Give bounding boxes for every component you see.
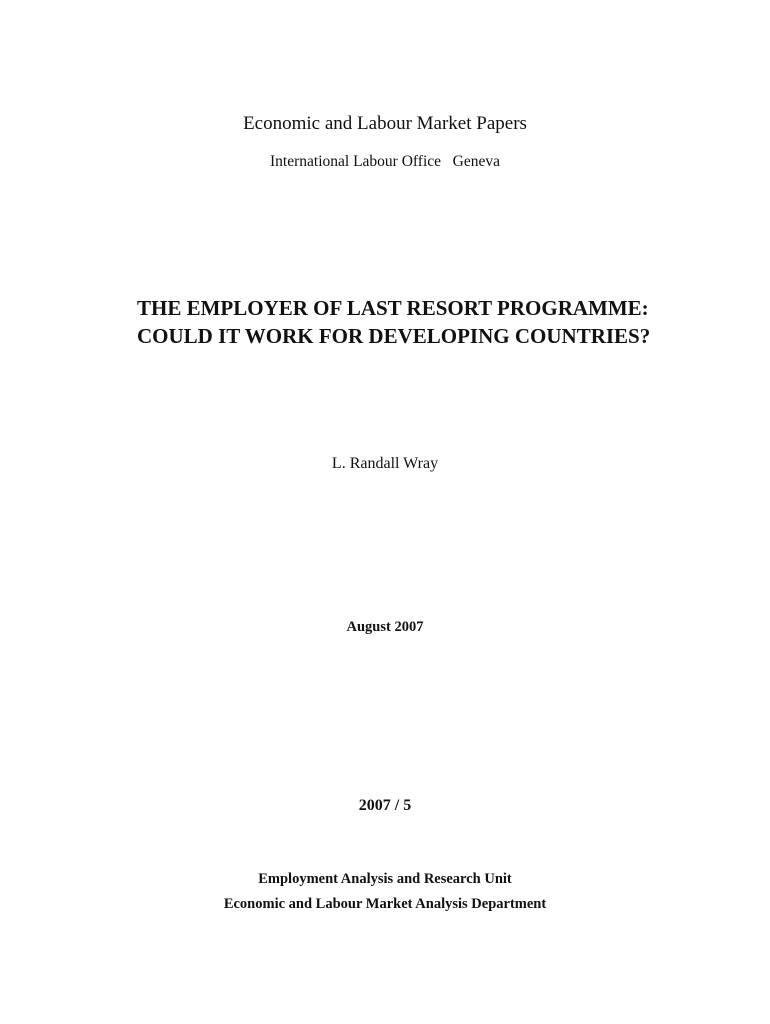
- paper-title: [137, 294, 757, 350]
- publisher-line: International Labour Office Geneva: [270, 153, 500, 170]
- paper-title-line-1: THE EMPLOYER OF LAST RESORT PROGRAMME:: [137, 296, 649, 320]
- series-name: Economic and Labour Market Papers: [243, 113, 527, 134]
- paper-title-line-2: COULD IT WORK FOR DEVELOPING COUNTRIES?: [137, 324, 651, 348]
- department: Economic and Labour Market Analysis Department: [223, 896, 547, 912]
- author-name: L. Randall Wray: [331, 455, 439, 472]
- paper-number: 2007 / 5: [358, 797, 412, 814]
- research-unit: Employment Analysis and Research Unit: [258, 871, 512, 887]
- publication-date: August 2007: [346, 619, 424, 635]
